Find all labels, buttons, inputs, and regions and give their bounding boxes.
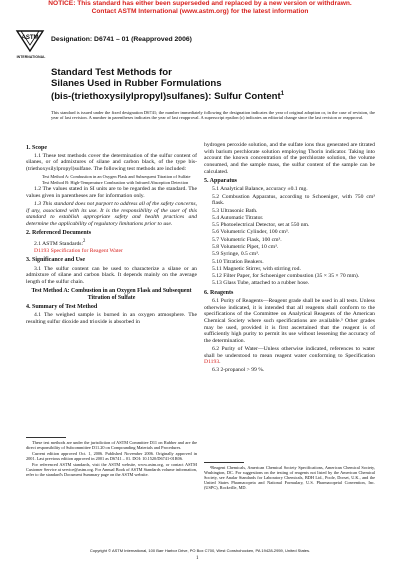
paragraph-1-1: 1.1 These test methods cover the determination of the sulfur content of silanes, or of admixtures of silane and carbon black, of the type bis-(triethoxysilylpropyl)sulfane. The following test methods are included:	[26, 152, 197, 173]
paragraph-6-3: 6.3 2-propanol > 99 %.	[212, 367, 265, 374]
astm-logo-icon	[15, 27, 45, 53]
page-number: 1	[196, 556, 199, 561]
apparatus-item: 5.7 Volumetric Flask, 100 cm³.	[212, 236, 282, 243]
reference-d1193[interactable]	[26, 248, 197, 255]
apparatus-item: 5.9 Syringe, 0.5 cm³.	[212, 251, 260, 258]
footnote-1: These test methods are under the jurisdiction of ASTM Committee D11 on Rubber and are the direct responsibility of Subcommittee D11.20 on Compounding Materials and Procedures.	[26, 440, 197, 450]
issuance-statement: This standard is issued under the fixed designation D6741; the number immediately following the designation indicates the year of original adoption or, in the case of revision, the year of last revision. A number in parentheses indicates the year of last reapproval. A superscript epsilon (ε) indicates an editorial change since the last revision or reapproval.	[51, 110, 375, 121]
section-scope-heading: 1. Scope	[26, 144, 47, 151]
right-column	[204, 142, 375, 375]
paragraph-1-2: 1.2 The values stated in SI units are to be regarded as the standard. The values given in parentheses are for information only.	[26, 186, 197, 200]
test-method-a-heading: Test Method A: Combustion in an Oxygen Flask and Subsequent Titration of Sulfate	[31, 288, 192, 301]
apparatus-item: 5.12 Filter Paper, for Schoeniger combustion (35 × 35 × 70 mm).	[212, 273, 360, 280]
document-title	[51, 67, 381, 102]
title-line-3: (bis-(triethoxysilylpropyl)sulfanes): Sulfur Content$^1$	[51, 91, 285, 103]
paragraph-2-1: 2.1 ASTM Standards:$^2$	[34, 238, 86, 247]
paragraph-6-1: 6.1 Purity of Reagents—Reagent grade shall be used in all tests. Unless otherwise indicated, it is intended that all reagents shall conform to the specifications of the Committee on Analytical Reagents of the American Chemical Society where such specifications are available.³ Other grades may be used, provided it is first ascertained that the reagent is of sufficiently high purity to permit its use without lessening the accuracy of the determination.	[204, 297, 375, 345]
logo-text: ASTM	[21, 35, 39, 41]
copyright-footer: Copyright © ASTM International, 100 Barr Harbor Drive, PO Box C700, West Conshohocken, PA 19428-2959, United States.	[89, 548, 311, 553]
paragraph-6-2: 6.2 Purity of Water—Unless otherwise indicated, references to water shall be understood to mean reagent water conforming to Specification D1193.	[204, 346, 375, 366]
test-method-b-item: Test Method B: High-Temperature Combustion with Infrared Absorption Detection	[42, 180, 189, 186]
apparatus-item: 5.11 Magnetic Stirrer, with stirring rod.	[212, 265, 301, 272]
footnote-1-edition: Current edition approved Oct. 1, 2006. Published November 2006. Originally approved in 2001. Last previous edition approved in 2001 as D6741 – 01. DOI: 10.1520/D6741-01R06.	[26, 451, 197, 461]
title-line-2: Silanes Used in Rubber Formulations	[51, 78, 222, 89]
reference-link-d1193[interactable]: D1193	[34, 248, 50, 255]
footnote-divider-left	[26, 437, 66, 438]
footnotes-left	[26, 440, 197, 478]
paragraph-1-3: 1.3 This standard does not purport to address all of the safety concerns, if any, associated with its use. It is the responsibility of the user of this standard to establish appropriate safety and health practices and determine the applicability of regulatory limitations prior to use.	[26, 201, 197, 228]
notice-line-1: NOTICE: This standard has either been superseded and replaced by a new version or withdrawn.	[48, 0, 352, 7]
section-summary-heading: 4. Summary of Test Method	[26, 304, 98, 311]
section-significance-heading: 3. Significance and Use	[26, 257, 86, 264]
title-line-1: Standard Test Methods for	[51, 67, 172, 78]
reference-link-d1193-water[interactable]: D1193	[204, 359, 220, 366]
notice-line-2: Contact ASTM International (www.astm.org) for the latest information	[91, 7, 309, 15]
paragraph-3-1: 3.1 The sulfur content can be used to characterize a silane or an admixture of silane and carbon black. It depends mainly on the average length of the sulfur chain.	[26, 265, 197, 286]
apparatus-item: 5.10 Titration Beakers.	[212, 258, 264, 265]
section-reagents-heading: 6. Reagents	[204, 289, 234, 296]
apparatus-item: 5.4 Automatic Titrator.	[212, 214, 264, 221]
apparatus-item: 5.13 Glass Tube, attached to a rubber hose.	[212, 280, 310, 287]
apparatus-item: 5.2 Combustion Apparatus, according to Schoeniger, with 750 cm³ flask.	[212, 193, 375, 207]
footnote-divider-right	[204, 462, 244, 463]
withdrawn-notice	[0, 0, 400, 15]
footnote-3: ³Reagent Chemicals, American Chemical Society Specifications, American Chemical Society, Washington, DC. For suggestions on the testing of reagents not listed by the American Chemical Society, see Analar Standards for Laboratory Chemicals, BDH Ltd., Poole, Dorset, U.K., and the United States Pharmacopeia and National Formulary, U.S. Pharmacopeial Convention, Inc. (USPC), Rockville, MD.	[204, 465, 375, 490]
apparatus-item: 5.3 Ultrasonic Bath.	[212, 207, 258, 214]
footnote-2: For referenced ASTM standards, visit the ASTM website, www.astm.org, or contact ASTM Customer Service at service@astm.org. For Annual Book of ASTM Standards volume information, refer to the standard's Document Summary page on the ASTM website.	[26, 462, 197, 477]
apparatus-item: 5.6 Volumetric Cylinder, 100 cm³.	[212, 229, 289, 236]
apparatus-item: 5.5 Photoelectrical Detector, set at 550 nm.	[212, 222, 310, 229]
left-column	[26, 142, 197, 327]
paragraph-4-1-continued: hydrogen peroxide solution, and the sulfate ions thus generated are titrated with barium perchlorate solution employing Thorin indicator. Taking into account the known concentration of the perchlorate solution, the volume consumed, and the sample mass, the sulfur content of the sample can be calculated.	[204, 142, 375, 175]
reference-title-d1193[interactable]: Specification for Reagent Water	[50, 248, 123, 255]
test-method-a-item: Test Method A: Combustion in an Oxygen Flask and Subsequent Titration of Sulfate	[42, 174, 191, 179]
section-referenced-documents-heading: 2. Referenced Documents	[26, 230, 92, 237]
section-apparatus-heading: 5. Apparatus	[204, 178, 238, 185]
designation: Designation: D6741 – 01 (Reapproved 2006)	[51, 36, 192, 43]
apparatus-item: 5.8 Volumetric Pipet, 10 cm³.	[212, 244, 279, 250]
apparatus-item: 5.1 Analytical Balance, accuracy ±0.1 mg.	[212, 186, 308, 193]
paragraph-4-1: 4.1 The weighed sample is burned in an oxygen atmosphere. The resulting sulfur dioxide and trioxide is absorbed in	[26, 312, 197, 326]
footnotes-right	[204, 465, 375, 491]
logo-caption: INTERNATIONAL	[16, 55, 46, 59]
